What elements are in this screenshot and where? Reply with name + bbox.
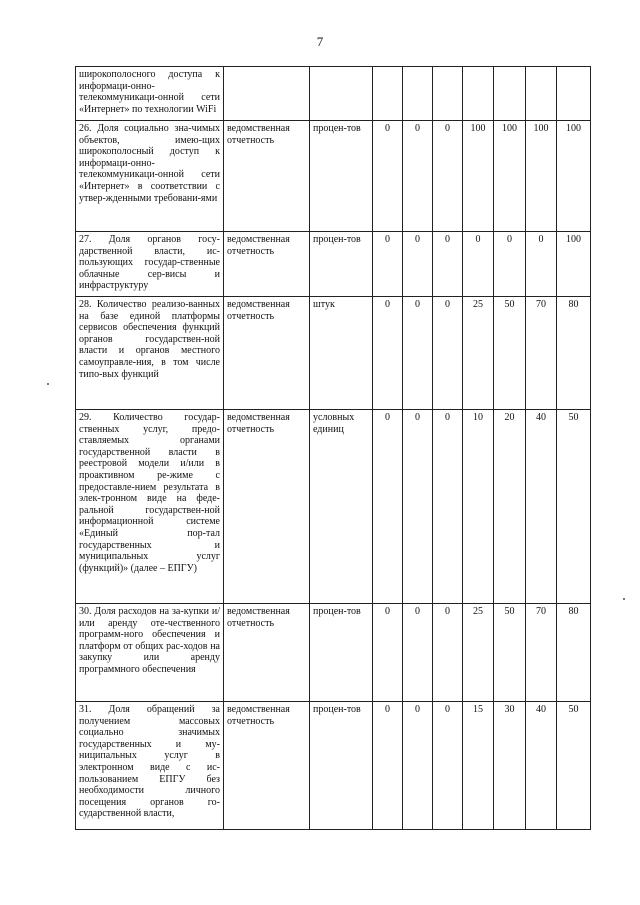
data-source-cell: ведомственная отчетность <box>224 702 310 830</box>
table-row <box>76 121 591 232</box>
value-cell: 0 <box>373 121 403 232</box>
table-row <box>76 702 591 830</box>
data-source-cell: ведомственная отчетность <box>224 410 310 604</box>
value-cell: 0 <box>373 232 403 297</box>
value-cell: 0 <box>433 232 463 297</box>
value-cell: 0 <box>433 604 463 702</box>
value-cell: 0 <box>433 297 463 410</box>
page-number: 7 <box>316 34 324 49</box>
table-row <box>76 297 591 410</box>
data-source-cell: ведомственная отчетность <box>224 297 310 410</box>
value-cell: 30 <box>494 702 526 830</box>
unit-cell: процен-тов <box>310 604 373 702</box>
value-cell: 0 <box>403 410 433 604</box>
value-cell <box>494 67 526 121</box>
value-cell: 40 <box>526 702 557 830</box>
value-cell: 80 <box>557 604 591 702</box>
indicator-name-cell: 30. Доля расходов на за-купки и/или аренду оте-чественного программ-ного обеспечения и платформ от общих рас-ходов на закупку или аренду программного обеспечения <box>76 604 224 702</box>
scan-speck <box>623 598 625 600</box>
value-cell: 0 <box>433 702 463 830</box>
table-row <box>76 232 591 297</box>
indicator-name-cell: 26. Доля социально зна-чимых объектов, имею-щих широкополосный доступ к информаци-онно-телекоммуникаци-онной сети «Интернет» в соответствии с утвер-жденными требовани-ями <box>76 121 224 232</box>
value-cell: 0 <box>433 121 463 232</box>
indicator-name-cell: 28. Количество реализо-ванных на базе единой платформы сервисов обеспечения функций органов государствен-ной власти и органов местного самоуправле-ния, в том числе типо-вых функций <box>76 297 224 410</box>
unit-cell: процен-тов <box>310 232 373 297</box>
data-source-cell: ведомственная отчетность <box>224 232 310 297</box>
unit-cell <box>310 67 373 121</box>
data-source-cell: ведомственная отчетность <box>224 604 310 702</box>
value-cell: 0 <box>403 232 433 297</box>
value-cell: 10 <box>463 410 494 604</box>
value-cell: 0 <box>403 297 433 410</box>
indicator-name-cell: 31. Доля обращений за получением массовых социально значимых государственных и му-ниципальных услуг в электронном виде с ис-пользованием ЕПГУ без необходимости личного посещения органов го-сударственной власти, <box>76 702 224 830</box>
value-cell <box>463 67 494 121</box>
value-cell: 0 <box>373 702 403 830</box>
value-cell: 0 <box>403 702 433 830</box>
indicator-name-cell: 27. Доля органов госу-дарственной власти, ис-пользующих государ-ственные облачные сер-висы и инфраструктуру <box>76 232 224 297</box>
indicator-name-cell: широкополосного доступа к информаци-онно-телекоммуникаци-онной сети «Интернет» по технологии WiFi <box>76 67 224 121</box>
value-cell: 0 <box>433 410 463 604</box>
value-cell: 80 <box>557 297 591 410</box>
value-cell: 40 <box>526 410 557 604</box>
unit-cell: штук <box>310 297 373 410</box>
unit-cell: условных единиц <box>310 410 373 604</box>
indicator-name-cell: 29. Количество государ-ственных услуг, предо-ставляемых органами государственной власти в реестровой модели и/или в проактивном ре-жиме с предоставле-нием результата в элек-тронном виде на феде-ральной государствен-ной информационной системе «Единый пор-тал государственных и муниципальных услуг (функций)» (далее – ЕПГУ) <box>76 410 224 604</box>
value-cell: 50 <box>494 297 526 410</box>
value-cell <box>526 67 557 121</box>
value-cell: 100 <box>494 121 526 232</box>
value-cell <box>557 67 591 121</box>
table-row <box>76 410 591 604</box>
value-cell: 25 <box>463 297 494 410</box>
value-cell <box>403 67 433 121</box>
data-source-cell <box>224 67 310 121</box>
value-cell: 0 <box>494 232 526 297</box>
value-cell: 0 <box>463 232 494 297</box>
table-row <box>76 67 591 121</box>
value-cell: 15 <box>463 702 494 830</box>
value-cell: 100 <box>526 121 557 232</box>
indicators-table <box>75 66 591 830</box>
scan-speck <box>47 383 49 385</box>
value-cell: 100 <box>463 121 494 232</box>
value-cell: 0 <box>403 604 433 702</box>
value-cell: 100 <box>557 121 591 232</box>
value-cell: 100 <box>557 232 591 297</box>
value-cell: 70 <box>526 604 557 702</box>
value-cell: 0 <box>373 297 403 410</box>
value-cell: 50 <box>557 702 591 830</box>
table-row <box>76 604 591 702</box>
value-cell <box>433 67 463 121</box>
value-cell: 50 <box>557 410 591 604</box>
value-cell: 25 <box>463 604 494 702</box>
data-source-cell: ведомственная отчетность <box>224 121 310 232</box>
unit-cell: процен-тов <box>310 121 373 232</box>
value-cell <box>373 67 403 121</box>
value-cell: 0 <box>373 604 403 702</box>
value-cell: 0 <box>373 410 403 604</box>
table-body <box>76 67 591 830</box>
unit-cell: процен-тов <box>310 702 373 830</box>
value-cell: 50 <box>494 604 526 702</box>
value-cell: 20 <box>494 410 526 604</box>
value-cell: 0 <box>526 232 557 297</box>
value-cell: 70 <box>526 297 557 410</box>
value-cell: 0 <box>403 121 433 232</box>
